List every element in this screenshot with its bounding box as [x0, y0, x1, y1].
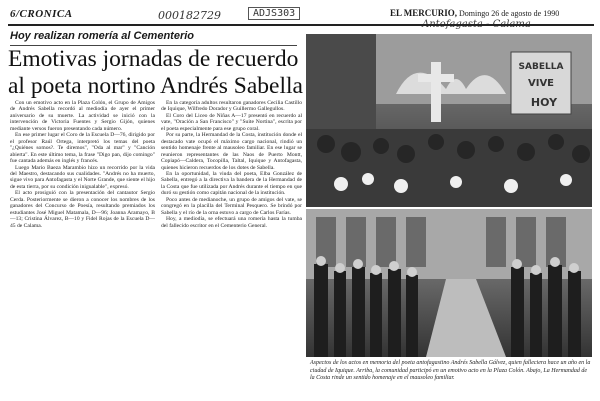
paragraph: En ese primer lugar el Coro de la Escuela D—76, dirigido por el profesor Raúl Ortega, interpretó los temas del poeta "¿Quiénes somos?. Te diremos", "Oda al mar" y "Canción abierta". En este último tema, la frase "Digo pan, dijo comingo" fue cantada además en inglés y francés. — [10, 132, 155, 165]
headline: Emotivas jornadas de recuerdo al poeta nortino Andrés Sabella — [8, 46, 303, 99]
photo-plaza-colon — [306, 34, 592, 207]
photo-plaza-colon-illustration — [306, 34, 592, 207]
paragraph: El Coro del Liceo de Niñas A—17 presentó en recuerdo al vate, "Oración a San Francisco" y "Suite Nortina", escrita por el poeta especialmente para ese grupo coral. — [161, 112, 302, 132]
publication-date: Domingo 26 de agosto de 1990 — [459, 9, 560, 18]
sign-vive-text: VIVE — [527, 78, 555, 89]
paragraph: En la categoría adultos resultaron ganadores Cecilia Castillo de Iquique, Wilfredo Dorador y Guillermo Gallegullos. — [161, 100, 302, 113]
article-column-left — [10, 100, 155, 360]
paragraph: Poco antes de medianoche, un grupo de amigos del vate, se congregó en la placilla del Terminal Pesquero. Se brindó por Sabella y el río de la orna estuvo a cargo de Carlos Farías. — [161, 196, 302, 216]
handwritten-note: Antofagasta - Calama — [422, 19, 531, 30]
handwritten-code: 000182729 — [158, 9, 221, 22]
paper-name: EL MERCURIO, — [390, 8, 458, 18]
paragraph: El acto prosiguió con la presentación del cantautor Sergio Cerda. Posteriormente se dieron a conocer los nombres de los ganadores del Concurso de Poesía, resultando premiados los estudiantes José Miguel Matamala, D—96; Joanna Aramayo, B—13; Cristina Álvarez, B—10 y Fidel Rojas de la Escuela D—45 de Calama. — [10, 190, 155, 229]
photo-mausoleum — [306, 209, 592, 357]
paragraph: Luego Mario Baeza Marambio hizo un recorrido por la vida del Maestro, destacando sus cualidades. "Andrés no ha muerto, sigue vivo para Antofagasta y el Norte Grande, que siente el hijo de esta tierra, por su condición inigualable", expresó. — [10, 164, 155, 190]
paragraph: Por su parte, la Hermandad de la Costa, institución donde el destacado vate ocupó el máximo cargo nacional, rindió un sentido homenaje frente al mausoleo familiar. En ese lugar se reunieron representantes de las Naos de Puerto Montt, Copiapó—Caldera, Tocopilla, Taltal, Iquique y Antofagasta, quienes hicieron recuerdos de los dotes de Sabella. — [161, 132, 302, 171]
kicker: Hoy realizan romería al Cementerio — [10, 30, 195, 42]
photo-mausoleum-illustration — [306, 209, 592, 357]
photo-caption: Aspectos de los actos en memoria del poeta antofagastino Andrés Sabella Gálvez, quien falleciera hace un año en la ciudad de Iquique. Arriba, la comunidad participó en un emotivo acto en la Plaza Colón. Abajo, La Hermandad de la Costa rinde un sentido homenaje en el mausoleo familiar. — [310, 360, 591, 381]
paragraph: Con un emotivo acto en la Plaza Colón, el Grupo de Amigos de Andrés Sabella recordó al mediodía de ayer el primer aniversario de su muerte. La actividad se inició con la intervención de Victoria Fuentes y Sergio Gijón, quienes mediante versos fueron presentando cada número. — [10, 100, 155, 132]
section-label: 6/CRONICA — [10, 8, 73, 20]
paragraph: En la oportunidad, la viuda del poeta, Elba González de Sabella, entregó a la directiva la bandera de la Hermandad de la Costa que fue utilizada por Andrés durante el tiempo en que duró su gestión como capitán nacional de la institución. — [161, 170, 302, 197]
top-rule — [8, 24, 594, 26]
archive-stamp: ADJS303 — [248, 7, 300, 20]
article-column-right — [161, 100, 302, 390]
sign-sabella-text: SABELLA — [518, 62, 564, 72]
banner-hoy-text: HOY — [530, 96, 558, 109]
paragraph: Hoy, a mediodía, se efectuará una romería hasta la tumba del fallecido escritor en el Cementerio General. — [161, 216, 302, 229]
masthead — [390, 8, 590, 18]
